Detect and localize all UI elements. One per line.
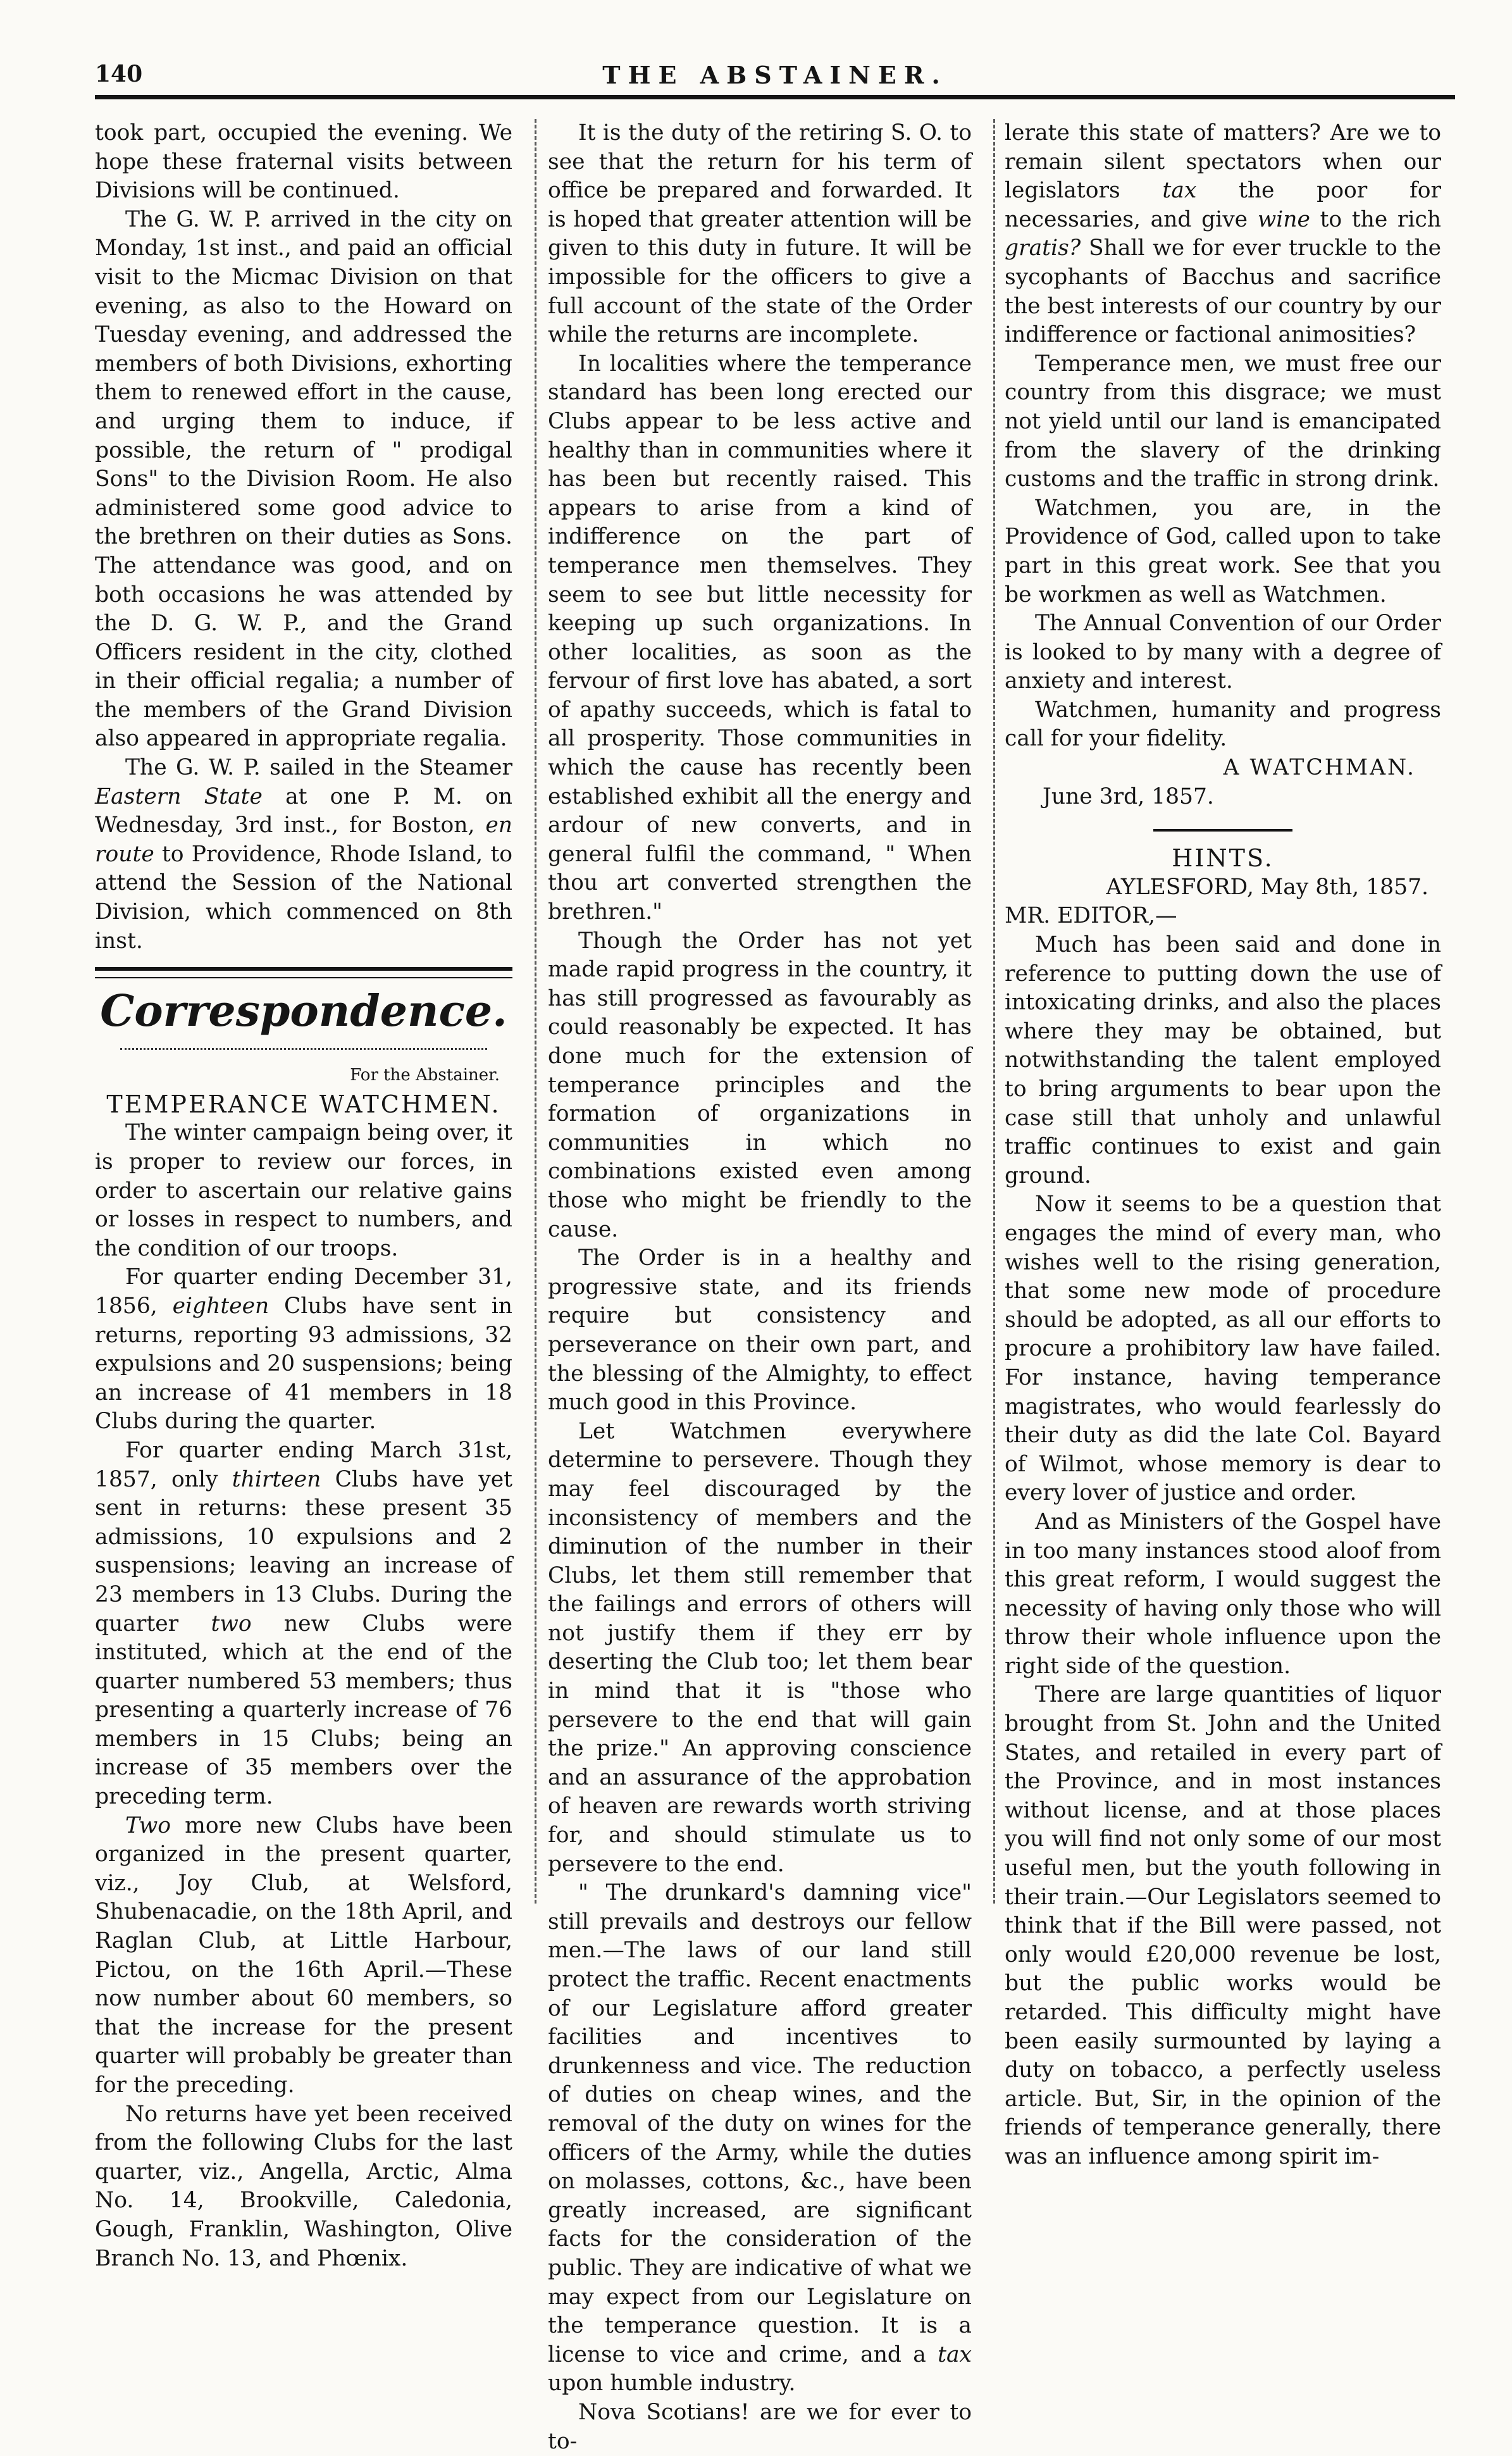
paragraph: The winter campaign being over, it is proper to review our forces, in order to ascertain our relative gains or losses in respect to numbers, and the condition of our troops. xyxy=(95,1120,512,1261)
paragraph: Though the Order has not yet made rapid progress in the country, it has still progressed as favourably as could reasonably be expected. It has done much for the extension of temperance principles and the formation of organizations in communities in which no combinations existed even among those who might be friendly to the cause. xyxy=(548,928,972,1242)
paragraph: The G. W. P. arrived in the city on Monday, 1st inst., and paid an official visit to the Micmac Division on that evening, as also to the Howard on Tuesday evening, and addressed the members of both Divisions, exhorting them to renewed effort in the cause, and urging them to induce, if possible, the return of " prodigal Sons" to the Division Room. He also administered some good advice to the brethren on their duties as Sons. The attendance was good, and on both occasions he was attended by the D. G. W. P., and the Grand Officers resident in the city, clothed in their official regalia; a number of the members of the Grand Division also appeared in appropriate regalia. xyxy=(95,206,512,752)
paragraph: Nova Scotians! are we for ever to to- xyxy=(548,2399,972,2454)
paragraph: And as Ministers of the Gospel have in too many instances stood aloof from this great reform, I would suggest the necessity of having only those who will throw their whole influence upon the right side of the question. xyxy=(1005,1509,1441,1679)
paragraph: lerate this state of matters? Are we to remain silent spectators when our legislators tax the poor for necessaries, and give wine to the rich gratis? Shall we for ever truckle to the sycophants of Bacchus and sacrifice the best interests of our country by our indifference or factional animosities? xyxy=(1005,120,1441,348)
paragraph: No returns have yet been received from the following Clubs for the last quarter, viz., Angella, Arctic, Alma No. 14, Brookville, Caledonia, Gough, Franklin, Washington, Olive Branch No. 13, and Phœnix. xyxy=(95,2101,512,2271)
signature: A WATCHMAN. xyxy=(1223,755,1416,781)
dateline: AYLESFORD, May 8th, 1857. xyxy=(1106,874,1428,900)
paragraph: For quarter ending December 31, 1856, eighteen Clubs have sent in returns, reporting 93 admissions, 32 expulsions and 20 suspensions; being an increase of 41 members in 18 Clubs during the quarter. xyxy=(95,1264,512,1435)
column-3 xyxy=(1005,119,1441,2172)
page-header xyxy=(95,61,1455,92)
salutation: MR. EDITOR,— xyxy=(1005,903,1177,929)
paragraph: Two more new Clubs have been organized in the present quarter, viz., Joy Club, at Welsford, Shubenacadie, on the 18th April, and Raglan Club, at Little Harbour, Pictou, on the 16th April.—These now number about 60 members, so that the increase for the present quarter will probably be greater than for the preceding. xyxy=(95,1812,512,2098)
signature-date: June 3rd, 1857. xyxy=(1043,783,1214,809)
paragraph: Watchmen, you are, in the Providence of God, called upon to take part in this great work. See that you be workmen as well as Watchmen. xyxy=(1005,495,1441,608)
column-divider xyxy=(993,119,995,1904)
paragraph: took part, occupied the evening. We hope these fraternal visits between Divisions will be continued. xyxy=(95,120,512,204)
article-title: HINTS. xyxy=(1172,844,1274,873)
paragraph: There are large quantities of liquor brought from St. John and the United States, and retailed in every part of the Province, and in most instances without license, and at those places you will find not only some of our most useful men, but the youth following in their train.—Our Legislators seemed to think that if the Bill were passed, not only would £20,000 revenue be lost, but the public works would be retarded. This difficulty might have been easily surmounted by laying a duty on tobacco, a perfectly useless article. But, Sir, in the opinion of the friends of temperance generally, there was an influence among spirit im- xyxy=(1005,1682,1441,2169)
article-title: TEMPERANCE WATCHMEN. xyxy=(106,1090,501,1118)
article-separator xyxy=(1153,829,1292,832)
paragraph: The Annual Convention of our Order is looked to by many with a degree of anxiety and interest. xyxy=(1005,611,1441,694)
paragraph: " The drunkard's damning vice" still prevails and destroys our fellow men.—The laws of our land still protect the traffic. Recent enactments of our Legislature afford greater facilities and incentives to drunkenness and vice. The reduction of duties on cheap wines, and the removal of the duty on wines for the officers of the Army, while the duties on molasses, cottons, &c., have been greatly increased, are significant facts for the consideration of the public. They are indicative of what we may expect from our Legislature on the temperance question. It is a license to vice and crime, and a tax upon humble industry. xyxy=(548,1880,972,2397)
paragraph: Watchmen, humanity and progress call for your fidelity. xyxy=(1005,697,1441,752)
section-heading: Correspondence. xyxy=(100,986,507,1037)
section-rule xyxy=(95,967,512,978)
paragraph: Much has been said and done in reference to putting down the use of intoxicating drinks, and also the places where they may be obtained, but notwithstanding the talent employed to bring arguments to bear upon the case still that unholy and unlawful traffic continues to exist and gain ground. xyxy=(1005,932,1441,1188)
paragraph: Now it seems to be a question that engages the mind of every man, who wishes well to the rising generation, that some new mode of procedure should be adopted, as all our efforts to procure a prohibitory law have failed. For instance, having temperance magistrates, who would fearlessly do their duty as did the late Col. Bayard of Wilmot, whose memory is dear to every lover of justice and order. xyxy=(1005,1192,1441,1506)
paragraph: Temperance men, we must free our country from this disgrace; we must not yield until our land is emancipated from the slavery of the drinking customs and the traffic in strong drink. xyxy=(1005,351,1441,492)
paragraph: The G. W. P. sailed in the Steamer Eastern State at one P. M. on Wednesday, 3rd inst., for Boston, en route to Providence, Rhode Island, to attend the Session of the National Division, which commenced on 8th inst. xyxy=(95,755,512,954)
column-divider xyxy=(535,119,536,1904)
page-number: 140 xyxy=(95,61,143,87)
paragraph: It is the duty of the retiring S. O. to see that the return for his term of office be prepared and forwarded. It is hoped that greater attention will be given to this duty in future. It will be impossible for the officers to give a full account of the state of the Order while the returns are incomplete. xyxy=(548,120,972,348)
source-note: For the Abstainer. xyxy=(350,1066,500,1085)
ornamental-divider xyxy=(120,1039,487,1050)
masthead-title: THE ABSTAINER. xyxy=(602,61,948,89)
column-2 xyxy=(548,119,972,2456)
column-1 xyxy=(95,119,512,2273)
paragraph: The Order is in a healthy and progressive state, and its friends require but consistency and perseverance on their own part, and the blessing of the Almighty, to effect much good in this Province. xyxy=(548,1245,972,1416)
header-rule xyxy=(95,95,1455,99)
paragraph: For quarter ending March 31st, 1857, only thirteen Clubs have yet sent in returns: these present 35 admissions, 10 expulsions and 2 suspensions; leaving an increase of 23 members in 13 Clubs. During the quarter two new Clubs were instituted, which at the end of the quarter numbered 53 members; thus presenting a quarterly increase of 76 members in 15 Clubs; being an increase of 35 members over the preceding term. xyxy=(95,1437,512,1810)
paragraph: In localities where the temperance standard has been long erected our Clubs appear to be less active and healthy than in communities where it has been but recently raised. This appears to arise from a kind of indifference on the part of temperance men themselves. They seem to see but little necessity for keeping up such organizations. In other localities, as soon as the fervour of first love has abated, a sort of apathy succeeds, which is fatal to all prosperity. Those communities in which the cause has recently been established exhibit all the energy and ardour of new converts, and in general fulfil the command, " When thou art converted strengthen the brethren." xyxy=(548,351,972,925)
paragraph: Let Watchmen everywhere determine to persevere. Though they may feel discouraged by the inconsistency of members and the diminution of the number in their Clubs, let them still remember that the failings and errors of others will not justify them if they err by deserting the Club too; let them bear in mind that it is "those who persevere to the end that will gain the prize." An approving conscience and an assurance of the approbation of heaven are rewards worth striving for, and should stimulate us to persevere to the end. xyxy=(548,1418,972,1877)
